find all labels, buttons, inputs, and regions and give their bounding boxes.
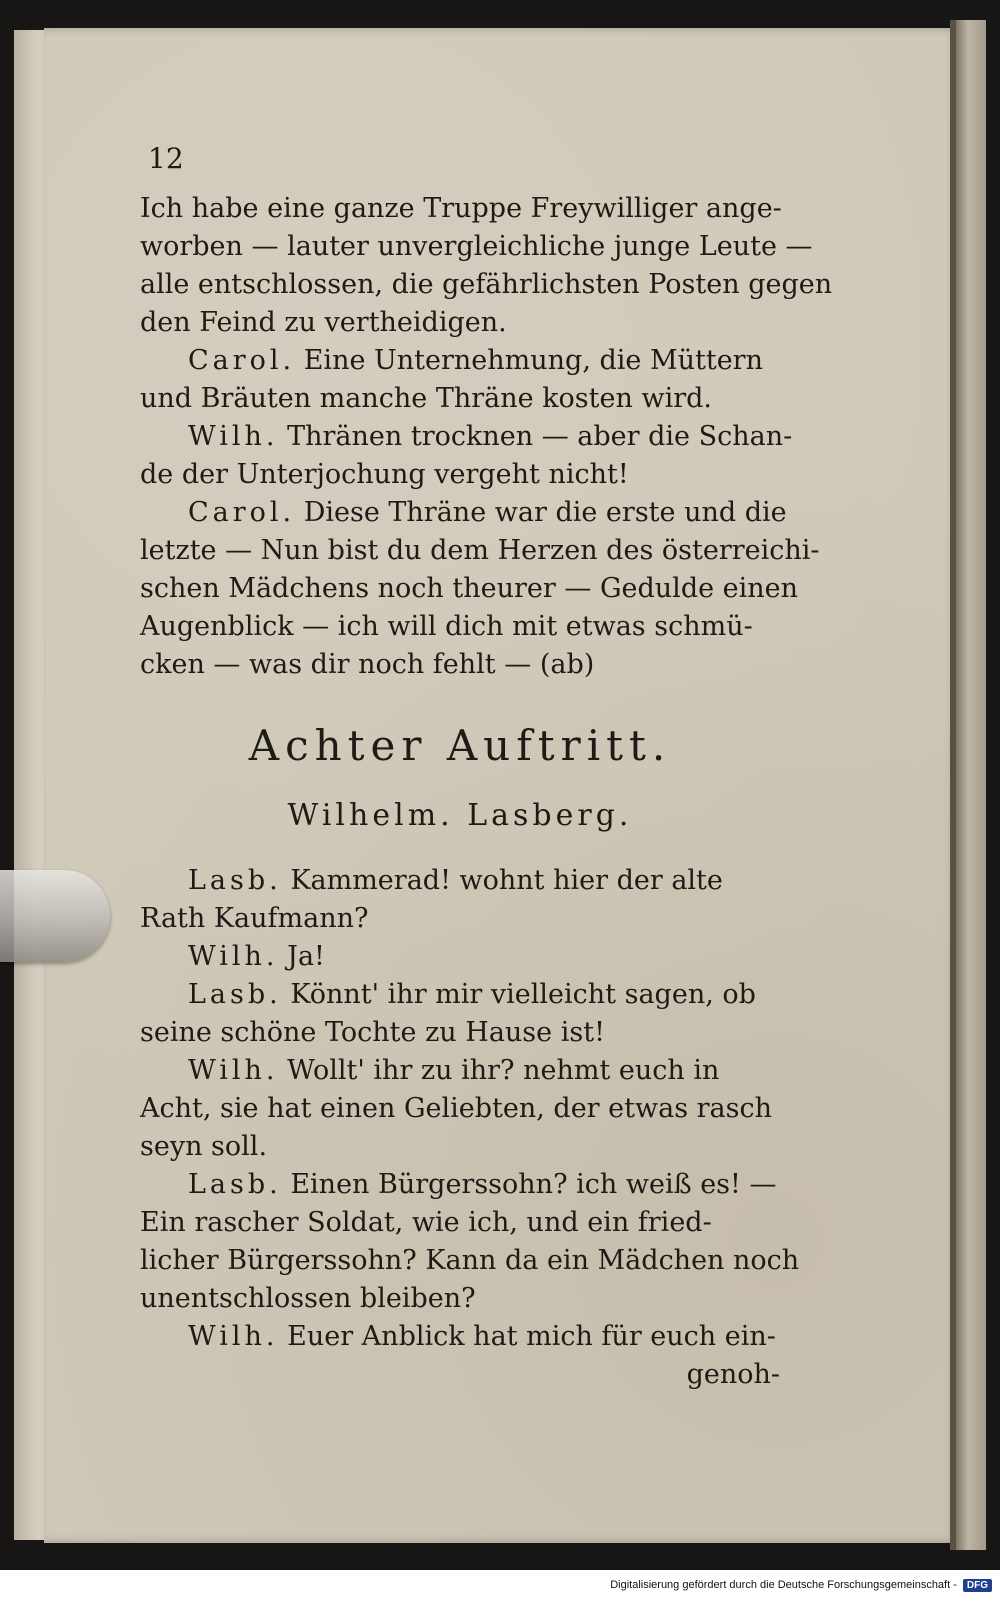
dfg-logo: DFG bbox=[963, 1579, 992, 1592]
line-text: Augenblick — ich will dich mit etwas schmü- bbox=[140, 611, 753, 642]
line-text: Einen Bürgerssohn? ich weiß es! — bbox=[281, 1169, 777, 1200]
line-text: unentschlossen bleiben? bbox=[140, 1283, 476, 1314]
text-line bbox=[140, 380, 780, 418]
scene-title: Achter Auftritt. bbox=[248, 721, 672, 770]
speaker-name: Wilh. bbox=[188, 1321, 279, 1352]
text-line bbox=[140, 456, 780, 494]
text-line bbox=[140, 266, 833, 304]
page-text bbox=[140, 140, 833, 1394]
line-text: Thränen trocknen — aber die Schan- bbox=[278, 421, 793, 452]
text-line bbox=[140, 190, 780, 228]
dialogue-block-1 bbox=[140, 190, 833, 684]
text-line bbox=[140, 228, 813, 266]
speaker-name: Lasb. bbox=[188, 865, 282, 896]
text-line bbox=[140, 342, 780, 380]
speaker-name: Wilh. bbox=[188, 1055, 279, 1086]
line-text: Könnt' ihr mir vielleicht sagen, ob bbox=[281, 979, 756, 1010]
line-text: Euer Anblick hat mich für euch ein- bbox=[278, 1321, 776, 1352]
text-line bbox=[140, 976, 780, 1014]
text-line bbox=[140, 570, 799, 608]
line-text: cken — was dir noch fehlt — (ab) bbox=[140, 649, 595, 680]
line-text: letzte — Nun bist du dem Herzen des österreichi- bbox=[140, 535, 820, 566]
dialogue-block-2 bbox=[140, 862, 800, 1356]
line-text: Ein rascher Soldat, wie ich, und ein fried- bbox=[140, 1207, 712, 1238]
line-text: Acht, sie hat einen Geliebten, der etwas rasch bbox=[140, 1093, 773, 1124]
line-text: Rath Kaufmann? bbox=[140, 903, 369, 934]
speaker-name: Wilh. bbox=[188, 421, 279, 452]
text-line bbox=[140, 1204, 780, 1242]
line-text: Wollt' ihr zu ihr? nehmt euch in bbox=[278, 1055, 720, 1086]
line-text: de der Unterjochung vergeht nicht! bbox=[140, 459, 629, 490]
footer-credit: Digitalisierung gefördert durch die Deutsche Forschungsgemeinschaft - bbox=[610, 1579, 957, 1591]
text-line bbox=[140, 304, 780, 342]
text-line bbox=[140, 1128, 780, 1166]
page-clip bbox=[0, 870, 110, 962]
text-line bbox=[140, 1090, 780, 1128]
text-line bbox=[140, 608, 780, 646]
page-edge-right bbox=[956, 20, 986, 1550]
line-text: seine schöne Tochte zu Hause ist! bbox=[140, 1017, 605, 1048]
line-text: licher Bürgerssohn? Kann da ein Mädchen noch bbox=[140, 1245, 800, 1276]
scene-characters: Wilhelm. Lasberg. bbox=[287, 798, 633, 833]
line-text: Diese Thräne war die erste und die bbox=[295, 497, 787, 528]
text-line bbox=[140, 900, 780, 938]
speaker-name: Wilh. bbox=[188, 941, 279, 972]
text-line bbox=[140, 1052, 780, 1090]
text-line bbox=[140, 1014, 780, 1052]
line-text: schen Mädchens noch theurer — Geduldе einen bbox=[140, 573, 799, 604]
speaker-name: Carol. bbox=[188, 345, 296, 376]
text-line bbox=[140, 1280, 780, 1318]
line-text: den Feind zu vertheidigen. bbox=[140, 307, 507, 338]
text-line bbox=[140, 1166, 780, 1204]
text-line bbox=[140, 494, 787, 532]
text-line bbox=[140, 1318, 780, 1356]
text-line bbox=[140, 532, 820, 570]
text-line bbox=[140, 938, 780, 976]
page-number: 12 bbox=[148, 142, 184, 175]
text-line bbox=[140, 418, 793, 456]
text-line bbox=[140, 646, 780, 684]
digitization-footer bbox=[0, 1570, 1000, 1600]
line-text: Eine Unternehmung, die Müttern bbox=[295, 345, 763, 376]
speaker-name: Lasb. bbox=[188, 1169, 282, 1200]
text-line bbox=[140, 862, 780, 900]
line-text: worben — lauter unvergleichliche junge Leute — bbox=[140, 231, 813, 262]
catchword: genoh- bbox=[686, 1359, 780, 1390]
line-text: alle entschlossen, die gefährlichsten Posten gegen bbox=[140, 269, 833, 300]
speaker-name: Lasb. bbox=[188, 979, 282, 1010]
line-text: und Bräuten manche Thräne kosten wird. bbox=[140, 383, 712, 414]
line-text: seyn soll. bbox=[140, 1131, 268, 1162]
line-text: Ich habe eine ganze Truppe Freywilliger ange- bbox=[140, 193, 782, 224]
line-text: Ja! bbox=[278, 941, 325, 972]
line-text: Kammerad! wohnt hier der alte bbox=[281, 865, 723, 896]
speaker-name: Carol. bbox=[188, 497, 296, 528]
text-line bbox=[140, 1242, 800, 1280]
